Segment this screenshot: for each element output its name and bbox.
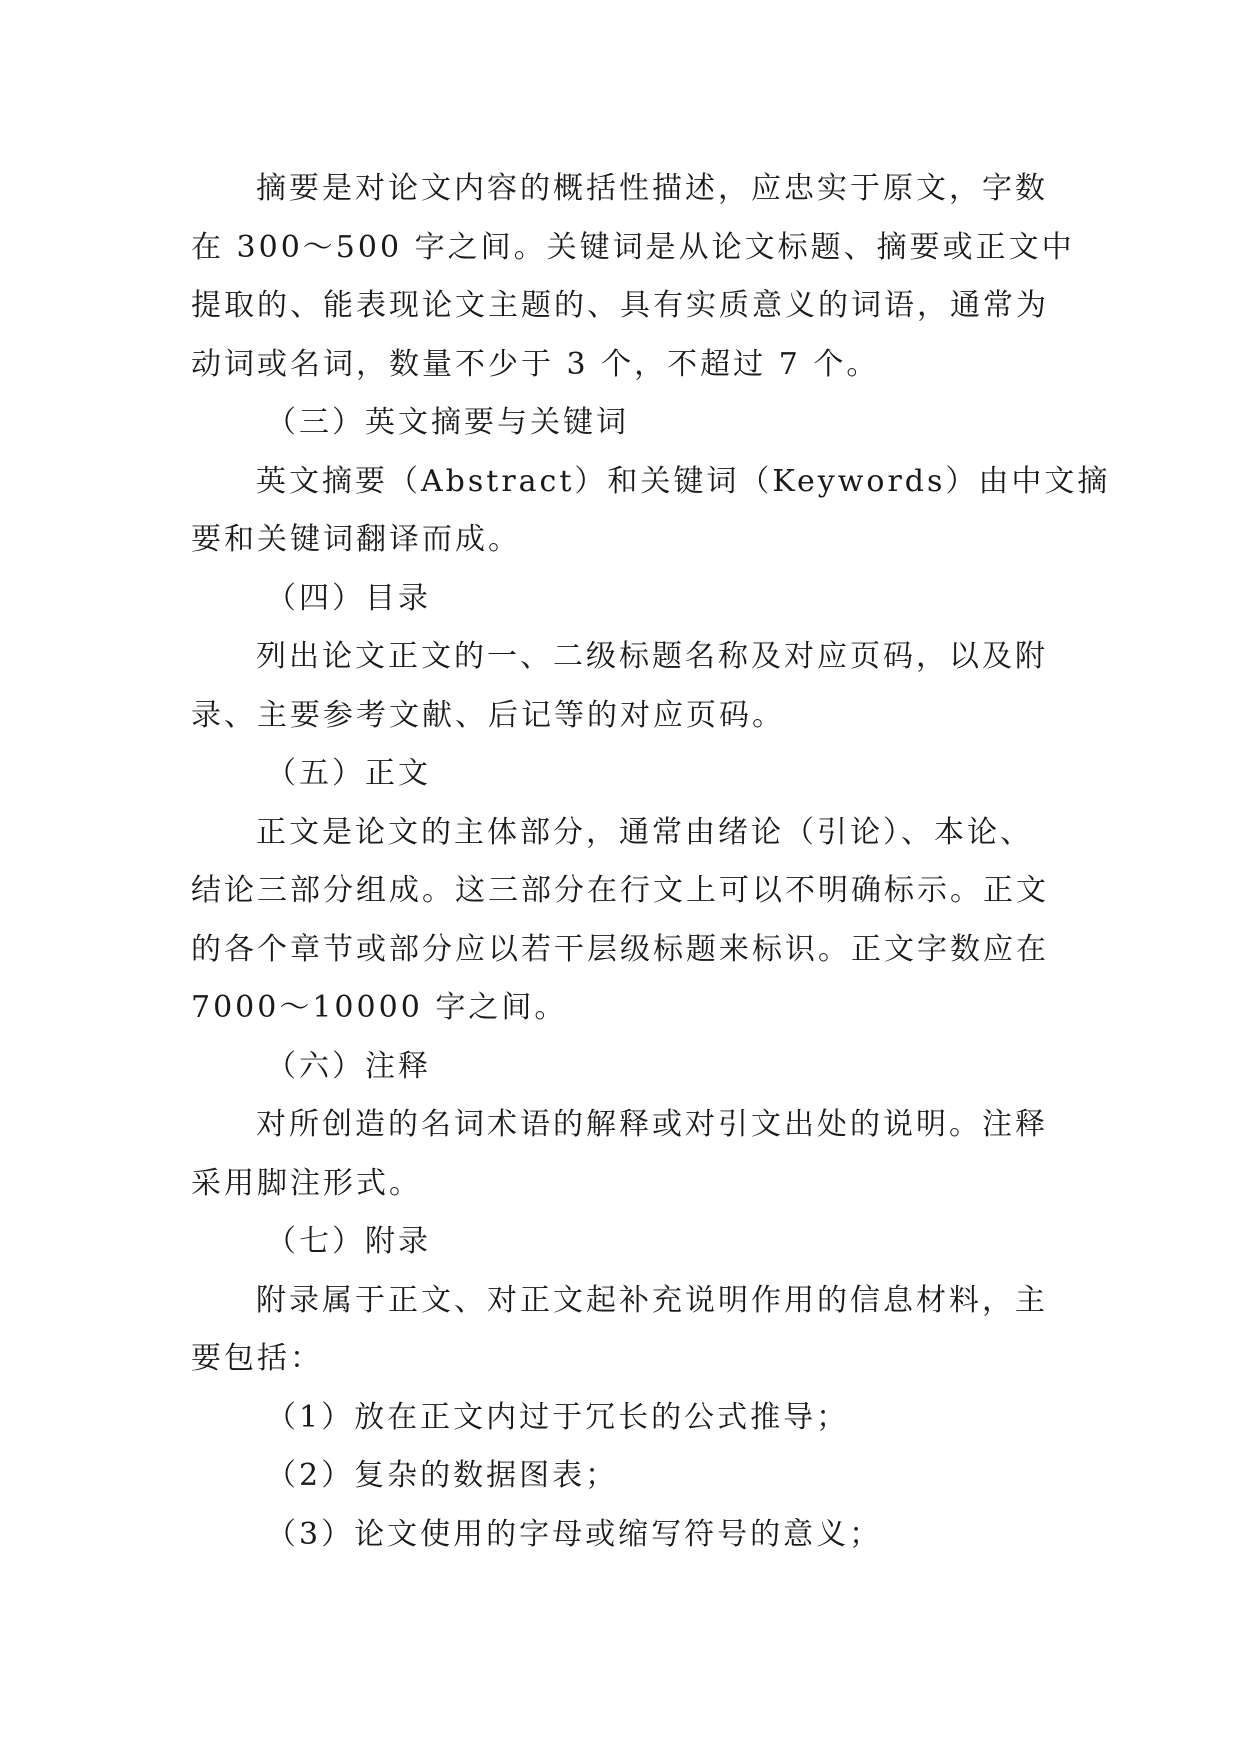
abstract-paragraph-line: 摘要是对论文内容的概括性描述，应忠实于原文，字数 (256, 171, 1048, 206)
paragraph-line: 英文摘要（Abstract）和关键词（Keywords）由中文摘 (256, 463, 1111, 499)
paragraph-line: 正文是论文的主体部分，通常由绪论（引论）、本论、 (256, 814, 1033, 850)
paragraph-line: 要包括： (191, 1341, 323, 1376)
paragraph-line: 列出论文正文的一、二级标题名称及对应页码，以及附 (256, 639, 1048, 674)
paragraph-line: 7000～10000 字之间。 (191, 990, 568, 1025)
abstract-paragraph-line: 提取的、能表现论文主题的、具有实质意义的词语，通常为 (191, 288, 1049, 323)
paragraph-line: 结论三部分组成。这三部分在行文上可以不明确标示。正文 (191, 873, 1049, 908)
paragraph-line: 附录属于正文、对正文起补充说明作用的信息材料，主 (256, 1282, 1048, 1318)
paragraph-line: 对所创造的名词术语的解释或对引文出处的说明。注释 (256, 1107, 1048, 1142)
paragraph-line: 采用脚注形式。 (191, 1165, 422, 1201)
list-item: （1）放在正文内过于冗长的公式推导； (266, 1399, 850, 1435)
abstract-paragraph-line: 在 300～500 字之间。关键词是从论文标题、摘要或正文中 (191, 229, 1075, 265)
list-item: （3）论文使用的字母或缩写符号的意义； (266, 1516, 883, 1552)
list-item: （2）复杂的数据图表； (266, 1458, 619, 1493)
section-heading-english-abstract: （三）英文摘要与关键词 (266, 405, 629, 440)
paragraph-line: 要和关键词翻译而成。 (191, 522, 521, 557)
section-heading-contents: （四）目录 (266, 580, 431, 616)
section-heading-notes: （六）注释 (266, 1048, 431, 1084)
abstract-paragraph-line: 动词或名词，数量不少于 3 个，不超过 7 个。 (191, 346, 880, 382)
paragraph-line: 录、主要参考文献、后记等的对应页码。 (191, 697, 785, 733)
document-page (191, 160, 1111, 1564)
paragraph-line: 的各个章节或部分应以若干层级标题来标识。正文字数应在 (191, 931, 1049, 967)
section-heading-appendix: （七）附录 (266, 1224, 431, 1259)
section-heading-body: （五）正文 (266, 756, 431, 791)
